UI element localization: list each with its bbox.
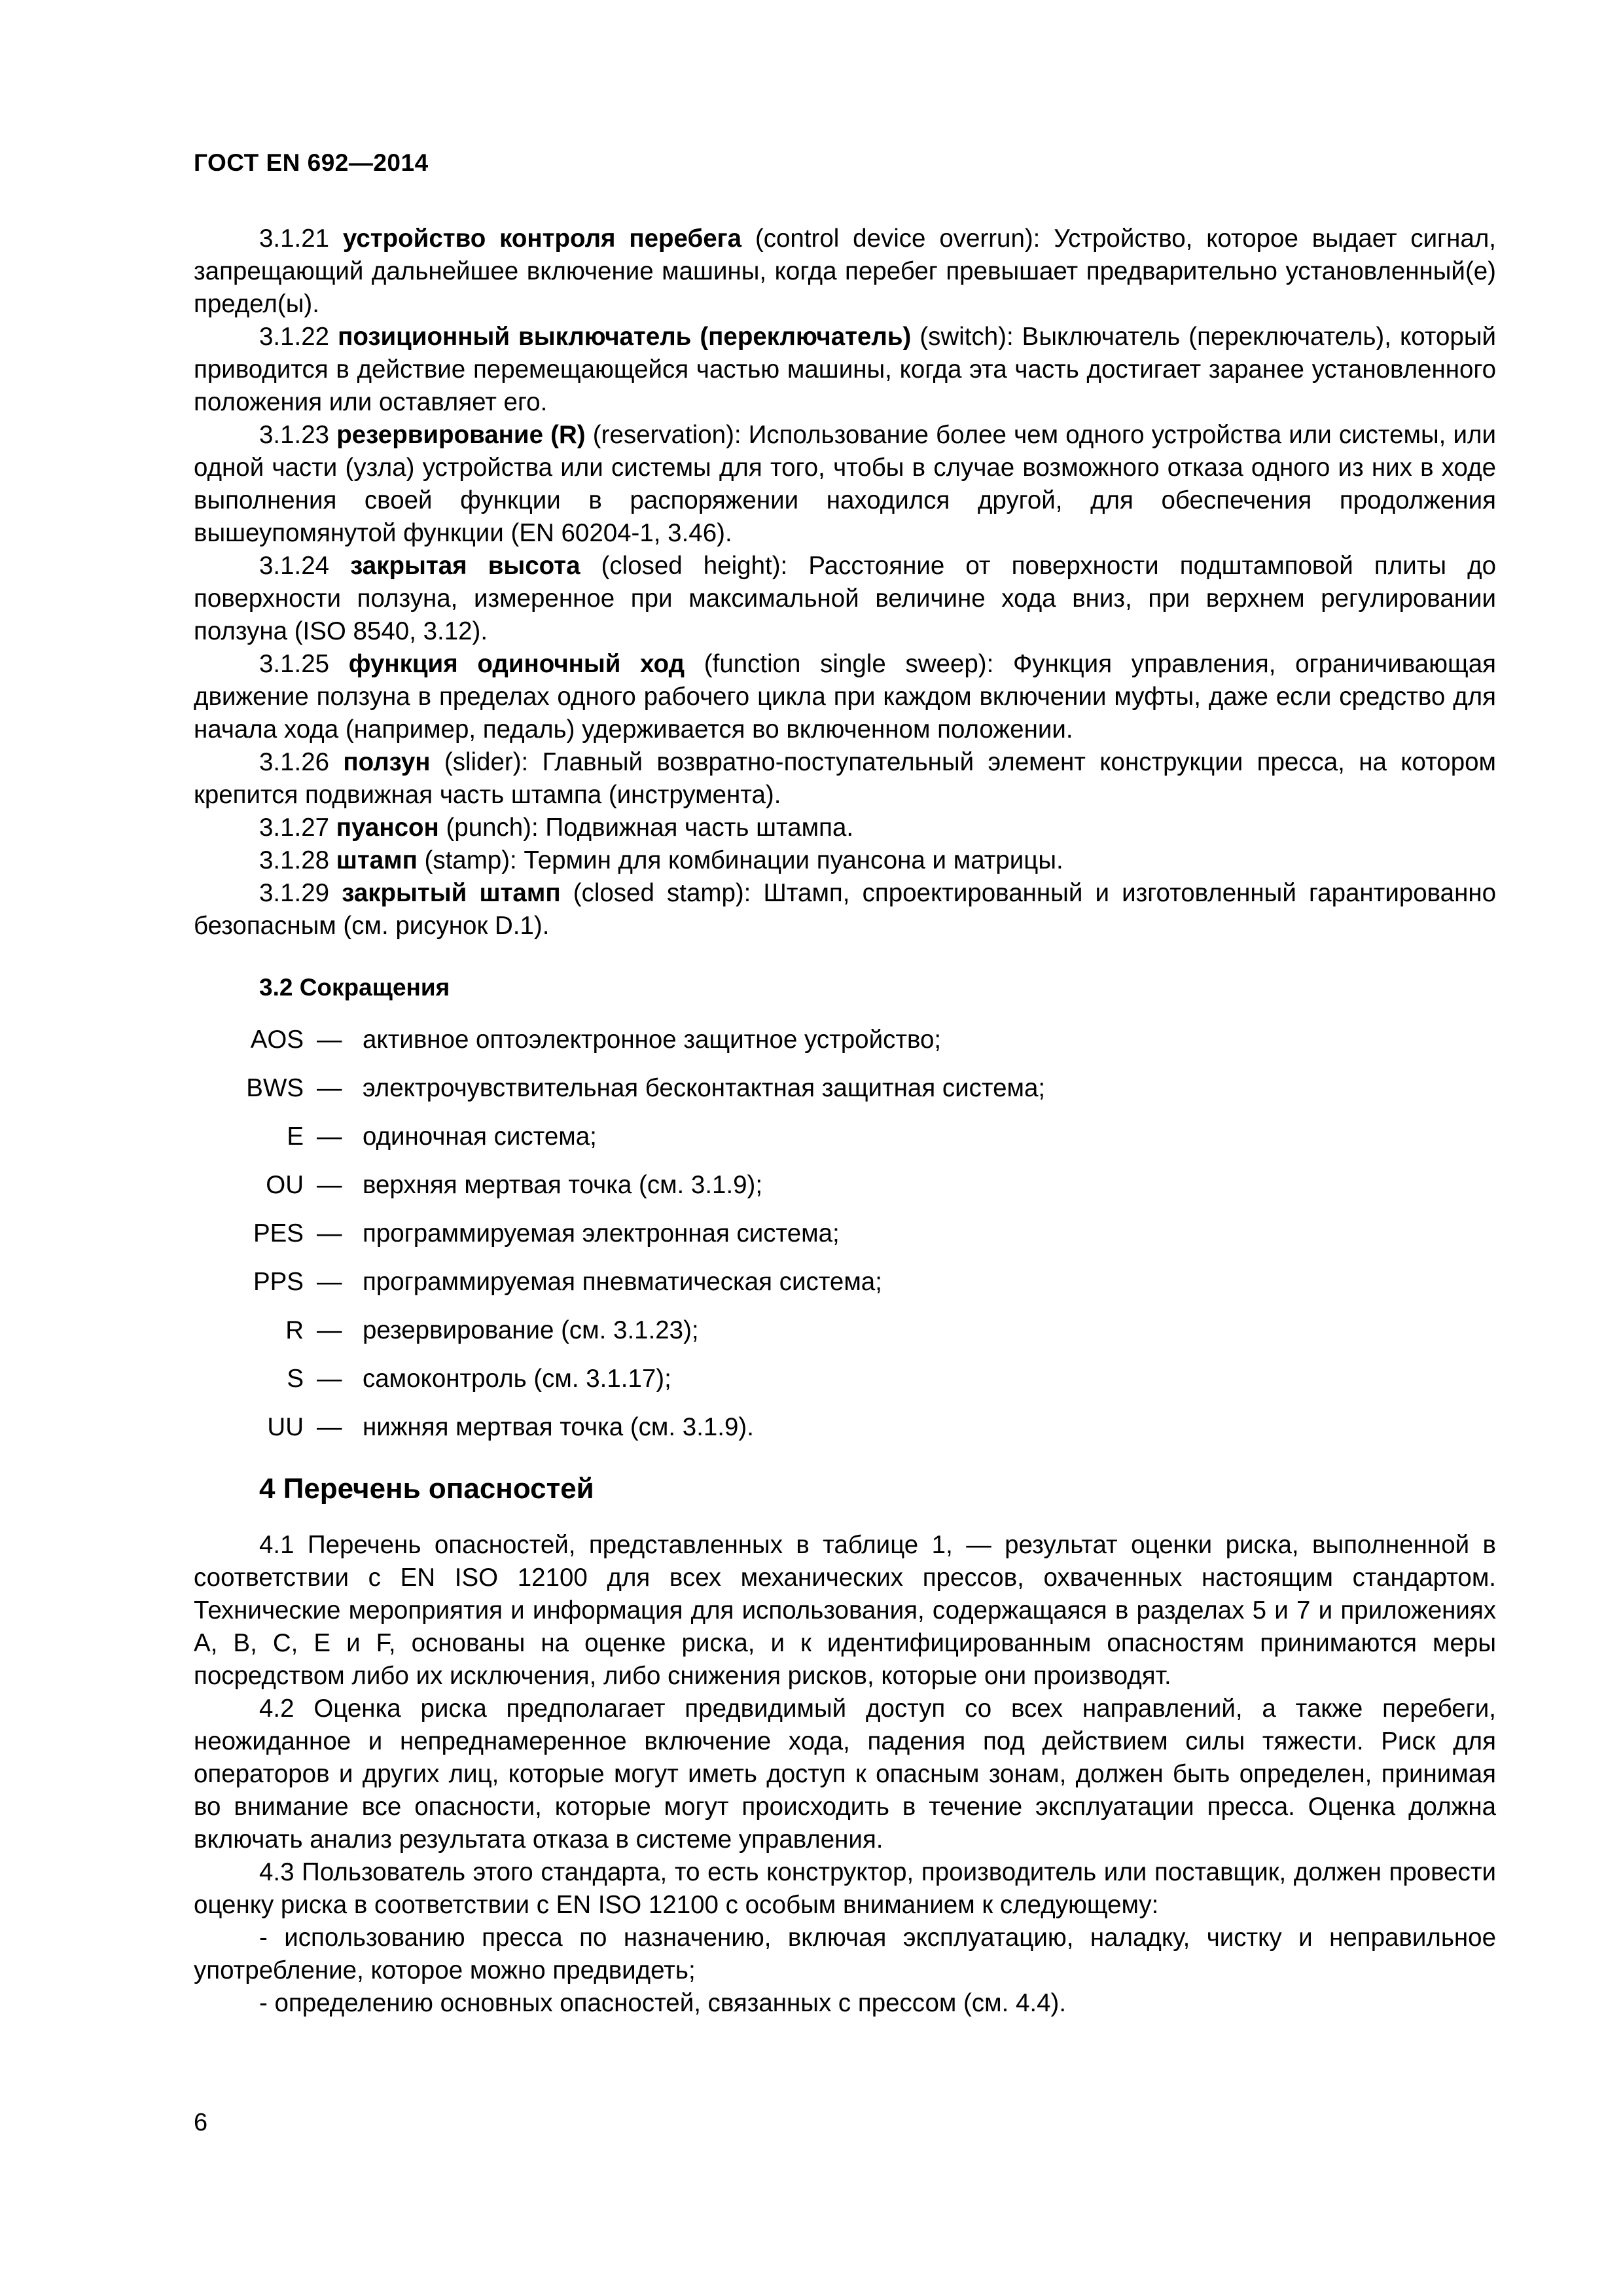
- definition-text: (switch): Выключатель (переключатель), который приводится в действие перемещающейся частью машины, когда эта часть достигает заранее установленного положения или оставляет его.: [194, 323, 1496, 416]
- definition-term: пуансон: [336, 814, 439, 842]
- definition-text: (stamp): Термин для комбинации пуансона и матрицы.: [417, 846, 1063, 874]
- definition-term: функция одиночный ход: [348, 650, 685, 678]
- definitions-block: [194, 223, 1496, 942]
- abbreviation-code: UU: [267, 1413, 304, 1441]
- definition-text: (reservation): Использование более чем одного устройства или системы, или одной части (узла) устройства или системы для того, чтобы в случае возможного отказа одного из них в ходе выполнения своей функции в распоряжении находился другой, для обеспечения продолжения вышеупомянутой функции (EN 60204-1, 3.46).: [194, 421, 1497, 547]
- definition-paragraph: [194, 321, 1496, 419]
- definition-text: (closed stamp): Штамп, спроектированный и изготовленный гарантированно безопасным (см. рисунок D.1).: [194, 879, 1497, 940]
- definition-number: 3.1.28: [259, 846, 330, 874]
- abbreviations-list: [194, 1024, 1496, 1460]
- abbreviations-heading: 3.2 Сокращения: [259, 974, 450, 1001]
- abbreviation-dash: —: [317, 1413, 342, 1441]
- abbreviation-text: резервирование (см. 3.1.23);: [363, 1316, 699, 1344]
- abbreviation-code: PPS: [253, 1268, 304, 1296]
- section-4-paragraph: 4.2 Оценка риска предполагает предвидимый доступ со всех направлений, а также перебеги, неожиданное и непреднамеренное включение хода, падения под действием силы тяжести. Риск для операторов и других лиц, которые могут иметь доступ к опасным зонам, должен быть определен, принимая во внимание все опасности, которые могут происходить в течение эксплуатации пресса. Оценка должна включать анализ результата отказа в системе управления.: [194, 1695, 1496, 1854]
- definition-term: резервирование (R): [336, 421, 586, 449]
- abbreviation-text: программируемая пневматическая система;: [363, 1268, 882, 1296]
- definition-term: закрытая высота: [350, 552, 580, 580]
- section-4-heading: 4 Перечень опасностей: [259, 1473, 594, 1505]
- abbreviation-text: электрочувствительная бесконтактная защитная система;: [363, 1074, 1046, 1102]
- abbreviation-row: [194, 1121, 1496, 1169]
- definition-text: (punch): Подвижная часть штампа.: [438, 814, 854, 842]
- section-4-body: [194, 1529, 1496, 2020]
- definition-paragraph: [194, 223, 1496, 321]
- page-number: 6: [194, 2109, 208, 2136]
- definition-term: закрытый штамп: [342, 879, 561, 907]
- definition-term: ползун: [343, 748, 431, 776]
- definition-text: (closed height): Расстояние от поверхности подштамповой плиты до поверхности ползуна, измеренное при максимальной величине хода вниз, при верхнем регулировании ползуна (ISO 8540, 3.12).: [194, 552, 1496, 645]
- abbreviation-text: программируемая электронная система;: [363, 1219, 840, 1247]
- abbreviation-code: E: [287, 1122, 304, 1151]
- abbreviation-row: [194, 1024, 1496, 1072]
- abbreviation-dash: —: [317, 1026, 342, 1054]
- definition-term: штамп: [336, 846, 418, 874]
- definition-number: 3.1.24: [259, 552, 330, 580]
- abbreviation-code: AOS: [250, 1026, 304, 1054]
- section-4-list-item: - определению основных опасностей, связанных с прессом (см. 4.4).: [259, 1989, 1067, 2017]
- abbreviation-row: [194, 1217, 1496, 1266]
- definition-paragraph: [194, 812, 1496, 844]
- definition-number: 3.1.27: [259, 814, 330, 842]
- section-4-paragraph: 4.1 Перечень опасностей, представленных в таблице 1, — результат оценки риска, выполненной в соответствии с EN ISO 12100 для всех механических прессов, охваченных настоящим стандартом. Технические мероприятия и информация для использования, содержащаяся в разделах 5 и 7 и приложениях A, B, C, E и F, основаны на оценке риска, и к идентифицированным опасностям принимаются меры посредством либо их исключения, либо снижения рисков, которые они производят.: [194, 1531, 1496, 1690]
- abbreviation-row: [194, 1266, 1496, 1314]
- abbreviation-text: верхняя мертвая точка (см. 3.1.9);: [363, 1171, 763, 1199]
- definition-number: 3.1.23: [259, 421, 330, 449]
- section-4-paragraph: 4.3 Пользователь этого стандарта, то есть конструктор, производитель или поставщик, должен провести оценку риска в соответствии с EN ISO 12100 с особым вниманием к следующему:: [194, 1858, 1496, 1919]
- abbreviation-code: S: [287, 1365, 304, 1393]
- abbreviation-text: самоконтроль (см. 3.1.17);: [363, 1365, 671, 1393]
- abbreviation-row: [194, 1363, 1496, 1411]
- abbreviation-dash: —: [317, 1122, 342, 1151]
- definition-number: 3.1.22: [259, 323, 330, 351]
- definition-number: 3.1.26: [259, 748, 330, 776]
- definition-text: (function single sweep): Функция управления, ограничивающая движение ползуна в пределах одного рабочего цикла при каждом включении муфты, даже если средство для начала хода (например, педаль) удерживается во включенном положении.: [194, 650, 1496, 744]
- abbreviation-dash: —: [317, 1171, 342, 1199]
- section-4-list-item: - использованию пресса по назначению, включая эксплуатацию, наладку, чистку и неправильное употребление, которое можно предвидеть;: [194, 1924, 1496, 1984]
- definition-paragraph: [194, 550, 1496, 648]
- abbreviation-code: PES: [253, 1219, 304, 1247]
- definition-term: позиционный выключатель (переключатель): [338, 323, 912, 351]
- abbreviation-row: [194, 1169, 1496, 1217]
- definition-paragraph: [194, 844, 1496, 877]
- abbreviation-text: активное оптоэлектронное защитное устройство;: [363, 1026, 942, 1054]
- abbreviation-dash: —: [317, 1074, 342, 1102]
- definition-number: 3.1.29: [259, 879, 330, 907]
- definition-number: 3.1.21: [259, 224, 330, 253]
- abbreviation-dash: —: [317, 1365, 342, 1393]
- definition-number: 3.1.25: [259, 650, 330, 678]
- document-header: ГОСТ EN 692—2014: [194, 149, 429, 176]
- document-body: [194, 223, 1496, 2020]
- definition-text: (control device overrun): Устройство, которое выдает сигнал, запрещающий дальнейшее включение машины, когда перебег превышает предварительно установленный(е) предел(ы).: [194, 224, 1496, 318]
- definition-text: (slider): Главный возвратно-поступательный элемент конструкции пресса, на котором крепится подвижная часть штампа (инструмента).: [194, 748, 1497, 809]
- definition-paragraph: [194, 746, 1496, 812]
- abbreviation-row: [194, 1411, 1496, 1460]
- definition-paragraph: [194, 877, 1496, 942]
- definition-term: устройство контроля перебега: [342, 224, 742, 253]
- definition-paragraph: [194, 648, 1496, 746]
- abbreviation-code: BWS: [246, 1074, 304, 1102]
- abbreviation-text: одиночная система;: [363, 1122, 597, 1151]
- abbreviation-row: [194, 1072, 1496, 1121]
- abbreviation-dash: —: [317, 1219, 342, 1247]
- abbreviation-text: нижняя мертвая точка (см. 3.1.9).: [363, 1413, 754, 1441]
- abbreviation-dash: —: [317, 1316, 342, 1344]
- abbreviation-dash: —: [317, 1268, 342, 1296]
- definition-paragraph: [194, 419, 1496, 550]
- abbreviation-code: OU: [266, 1171, 304, 1199]
- abbreviation-code: R: [285, 1316, 304, 1344]
- abbreviation-row: [194, 1314, 1496, 1363]
